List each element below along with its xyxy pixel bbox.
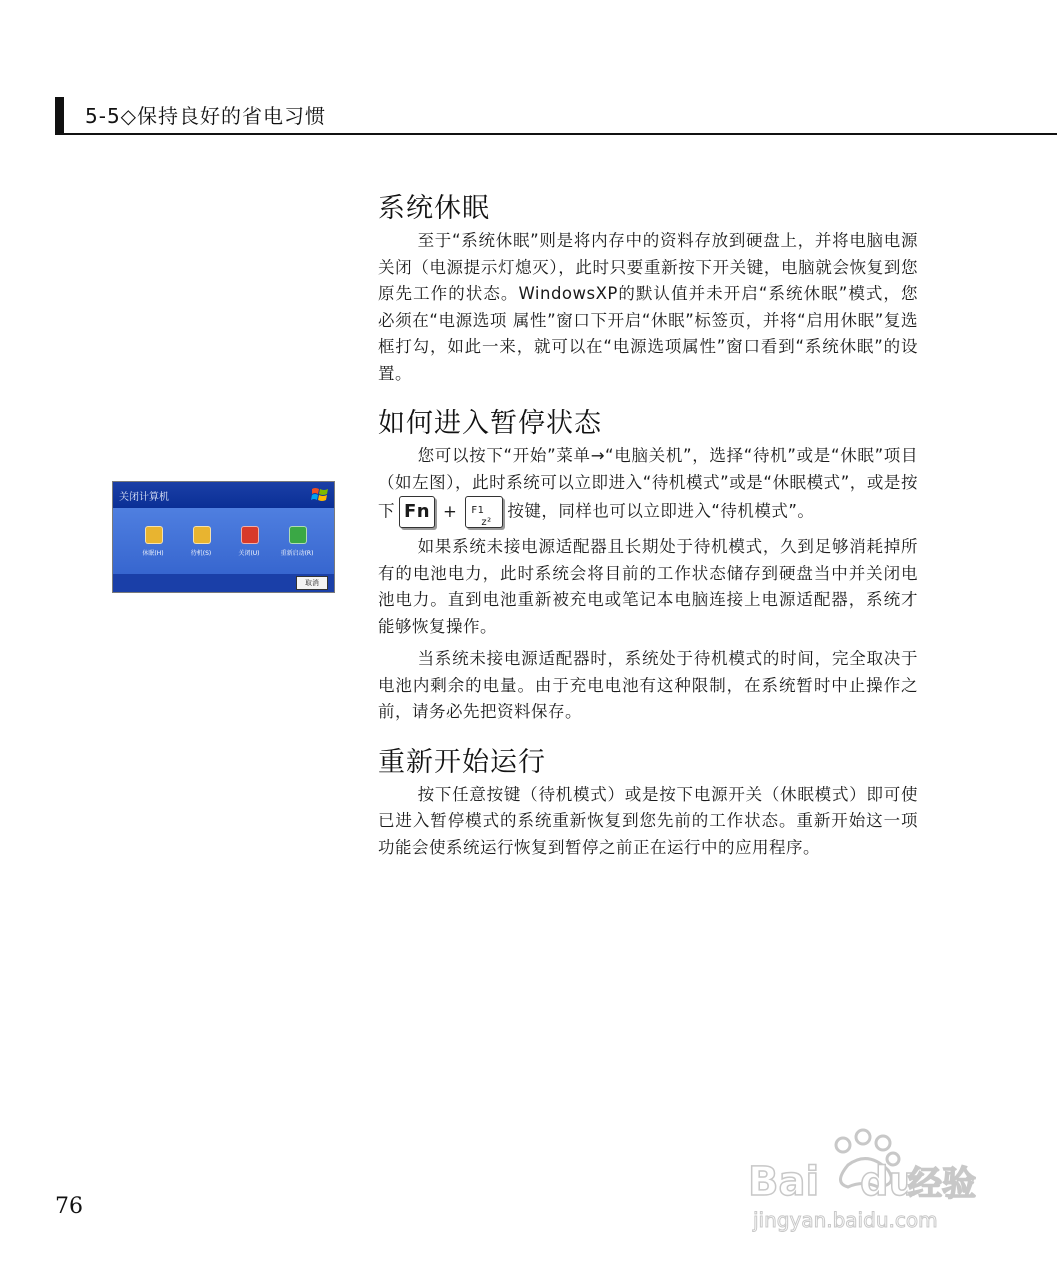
windows-logo-icon [310,485,330,505]
f1-key-icon [465,496,503,528]
standby-label: 待机(S) [190,550,212,557]
svg-text:Bai: Bai [748,1159,820,1205]
paragraph: 按下任意按键（待机模式）或是按下电源开关（休眠模式）即可使已进入暂停模式的系统重新恢复到您先前的工作状态。重新开始这一项功能会使系统运行恢复到暂停之前正在运行中的应用程序。 [378,784,918,857]
power-off-label: 关闭(U) [238,550,260,557]
section-resume [378,744,918,862]
dialog-footer [113,574,334,592]
chapter-title: 5-5◇保持良好的省电习惯 [85,104,327,128]
cancel-button: 取消 [296,576,328,590]
section-hibernate [378,190,918,387]
dialog-titlebar [113,482,334,508]
shutdown-dialog-image [112,481,335,593]
hibernate-label: 休眠(H) [142,550,164,557]
dialog-title: 关闭计算机 [119,492,169,503]
page-number: 76 [55,1194,83,1219]
paragraph-text: 按键，同样也可以立即进入“待机模式”。 [507,501,815,521]
svg-text:du: du [860,1159,918,1205]
section-heading: 如何进入暂停状态 [378,408,602,439]
restart-label: 重新启动(R) [280,550,314,557]
power-off-icon [241,526,259,544]
plus-sign: + [443,501,458,521]
section-heading: 重新开始运行 [378,746,546,778]
dialog-body [113,508,334,574]
paragraph: 如果系统未接电源适配器且长期处于待机模式，久到足够消耗掉所有的电池电力，此时系统会将目前的工作状态储存到硬盘当中并关闭电池电力。直到电池重新被充电或笔记本电脑连接上电源适配器，系统才能够恢复操作。 [378,537,918,636]
f1-key-label: F1 [471,505,485,516]
paragraph-with-keys [378,443,918,528]
paragraph-text: 您可以按下“开始”菜单→“电脑关机”，选择“待机”或是“休眠”项目（如左图），此时系统可以立即进入“待机模式”或是“休眠模式”，或是按下 [378,446,918,521]
svg-text:jingyan.baidu.com: jingyan.baidu.com [753,1208,938,1232]
main-content [378,190,918,867]
baidu-watermark-logo [748,1125,998,1235]
hibernate-icon [145,526,163,544]
f1-key-sublabel: z² [481,517,492,528]
section-heading: 系统休眠 [378,193,490,224]
paragraph: 至于“系统休眠”则是将内存中的资料存放到硬盘上，并将电脑电源关闭（电源提示灯熄灭），此时只要重新按下开关键，电脑就会恢复到您原先工作的状态。WindowsXP的默认值并未开启“系统休眠”模式，您必须在“电源选项 属性”窗口下开启“休眠”标签页，并将“启用休眠”复选框打勾，如此一来，就可以在“电源选项属性”窗口看到“系统休眠”的设置。 [378,231,918,383]
fn-key-icon: Fn [399,496,435,528]
restart-icon [289,526,307,544]
chapter-header [55,97,1057,135]
header-marker [55,97,64,133]
standby-icon [193,526,211,544]
section-suspend [378,405,918,726]
paragraph: 当系统未接电源适配器时，系统处于待机模式的时间，完全取决于电池内剩余的电量。由于充电电池有这种限制，在系统暂时中止操作之前，请务必先把资料保存。 [378,649,918,721]
svg-text:经验: 经验 [908,1164,976,1204]
